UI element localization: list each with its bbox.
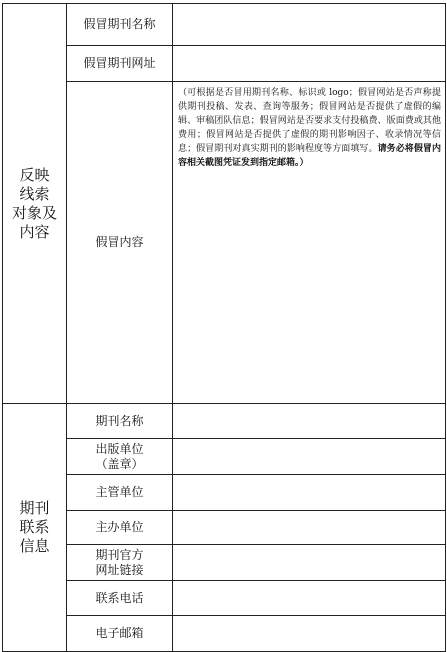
label-fake-journal-url: 假冒期刊网址 (67, 46, 173, 82)
section-title-line: 信息 (19, 537, 50, 555)
instruction-note: （可根据是否冒用期刊名称、标识或 logo；假冒网站是否声称提供期刊投稿、发表、查询等服务；假冒网站是否提供了虚假的编辑、审稿团队信息；假冒网站是否要求支付投稿费、版面费或其他费用；假冒网站是否提供了虚假的期刊影响因子、收录情况等信息；假冒期刊对真实期刊的影响程度等方面填写。 (178, 88, 441, 154)
section-title-line: 线索 (19, 184, 50, 203)
label-journal-name: 期刊名称 (67, 404, 173, 439)
row-supervisor (3, 475, 446, 511)
section-title-line: 对象及 (11, 203, 57, 222)
field-official-website[interactable] (173, 545, 446, 581)
field-publisher[interactable] (173, 439, 446, 475)
label-supervisor: 主管单位 (67, 475, 173, 511)
instruction-note-bold: 请务必将假冒内容相关截图凭证发到指定邮箱。） (178, 144, 441, 168)
row-journal-name (3, 404, 446, 439)
field-journal-name[interactable] (173, 404, 446, 439)
section-title-line: 期刊 (19, 499, 50, 517)
section-title-report-target (3, 4, 67, 404)
label-email: 电子邮箱 (67, 616, 173, 652)
row-fake-content (3, 82, 446, 404)
label-phone: 联系电话 (67, 581, 173, 616)
section-title-line: 内容 (19, 222, 50, 241)
section-title-journal-contact (3, 404, 67, 652)
section-title-line: 联系 (19, 518, 50, 536)
label-official-website: 期刊官方 网址链接 (67, 545, 173, 581)
field-sponsor[interactable] (173, 511, 446, 545)
row-sponsor (3, 511, 446, 545)
label-fake-journal-name: 假冒期刊名称 (67, 4, 173, 46)
field-supervisor[interactable] (173, 475, 446, 511)
row-official-website (3, 545, 446, 581)
field-fake-content[interactable] (173, 82, 446, 404)
label-fake-content: 假冒内容 (67, 82, 173, 404)
row-fake-journal-url (3, 46, 446, 82)
label-sponsor: 主办单位 (67, 511, 173, 545)
row-fake-journal-name (3, 4, 446, 46)
row-email (3, 616, 446, 652)
field-email[interactable] (173, 616, 446, 652)
field-fake-journal-name[interactable] (173, 4, 446, 46)
field-phone[interactable] (173, 581, 446, 616)
row-publisher (3, 439, 446, 475)
section-title-line: 反映 (19, 165, 50, 184)
report-form (2, 3, 446, 652)
row-phone (3, 581, 446, 616)
label-publisher: 出版单位 （盖章） (67, 439, 173, 475)
field-fake-journal-url[interactable] (173, 46, 446, 82)
